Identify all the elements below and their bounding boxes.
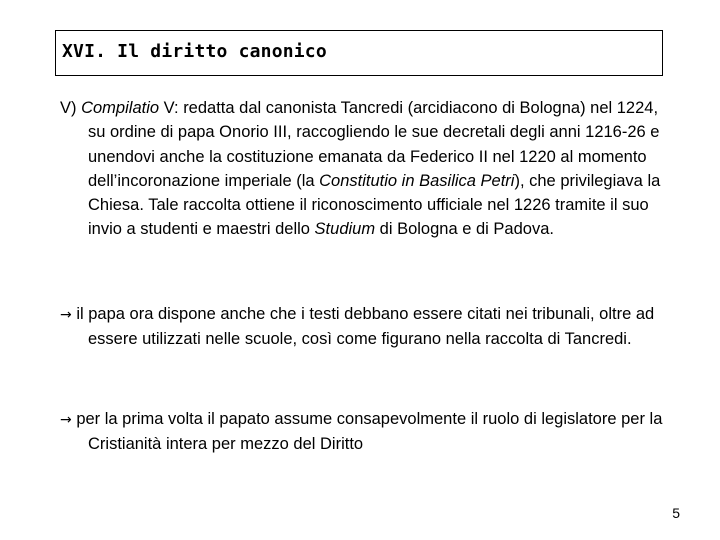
paragraph-compilatio bbox=[60, 96, 670, 242]
paragraph-text: il papa ora dispone anche che i testi debbano essere citati nei tribunali, oltre ad essere utilizzati nelle scuole, così come figurano nella raccolta di Tancredi. bbox=[71, 305, 655, 349]
arrow-right-icon: → bbox=[60, 412, 72, 428]
paragraph-text: V: redatta dal canonista Tancredi (arcidiacono di Bologna) nel 1224, su ordine di papa Onorio III, raccogliendo le sue decretali degli anni 1216-26 e unendovi anche la costituzione emanata da Federico II nel 1220 al momento dell’incoronazione imperiale (la bbox=[88, 99, 660, 190]
term-studium: Studium bbox=[314, 220, 376, 239]
paragraph-legislator bbox=[60, 407, 670, 457]
paragraph-citations bbox=[60, 302, 670, 352]
arrow-right-icon: → bbox=[60, 307, 72, 323]
title-box bbox=[55, 30, 663, 76]
paragraph-text: di Bologna e di Padova. bbox=[375, 220, 554, 239]
paragraph-text: per la prima volta il papato assume consapevolmente il ruolo di legislatore per la Cristianità intera per mezzo del Diritto bbox=[71, 410, 663, 454]
work-title-constitutio: Constitutio in Basilica Petri bbox=[319, 171, 515, 190]
paragraph-text: ), che privilegiava la Chiesa. Tale raccolta ottiene il riconoscimento ufficiale nel 1226 tramite il suo invio a studenti e maestri dello bbox=[88, 171, 661, 239]
slide-title: XVI. Il diritto canonico bbox=[62, 41, 327, 62]
page-number: 5 bbox=[672, 505, 680, 521]
work-title-compilatio: Compilatio bbox=[81, 99, 160, 117]
paragraph-label: V) bbox=[60, 99, 82, 117]
